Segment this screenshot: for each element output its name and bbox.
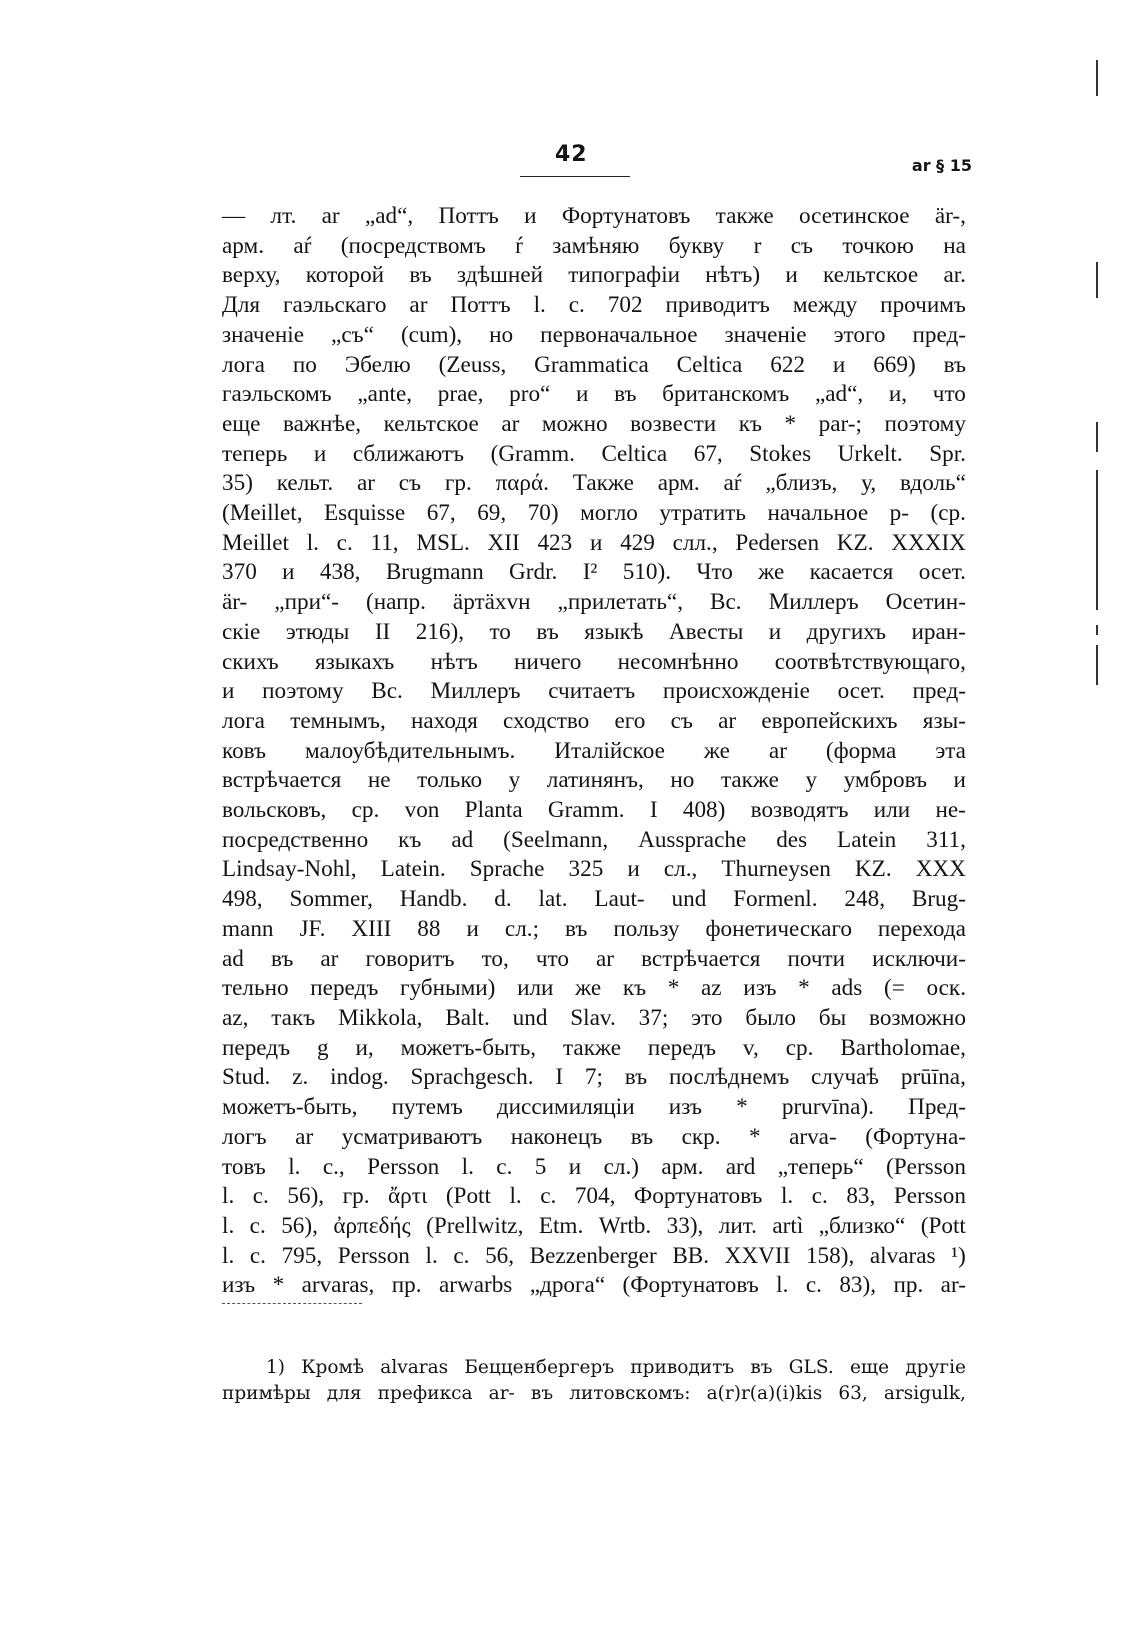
- margin-mark: [1096, 262, 1098, 298]
- body-text-line: гаэльскомъ „ante, prae, pro“ и въ британскомъ „ad“, и, что: [222, 381, 966, 408]
- running-head: ar § 15: [911, 156, 972, 175]
- body-text-line: — лт. ar „ad“, Поттъ и Фортунатовъ также осетинское ӓr-,: [222, 203, 966, 229]
- margin-mark: [1096, 422, 1098, 452]
- body-text-line: Lindsay-Nohl, Latein. Sprache 325 и сл., Thurneysen KZ. XXX: [222, 856, 966, 883]
- body-text-line: скіе этюды II 216), то въ языкѣ Авесты и другихъ иран-: [222, 618, 966, 645]
- body-text-line: ковъ малоубѣдительнымъ. Италійское же ar (форма эта: [222, 737, 966, 764]
- body-text-line: теперь и сближаютъ (Gramm. Celtica 67, Stokes Urkelt. Spr.: [222, 440, 966, 467]
- body-text-line: вольсковъ, ср. von Planta Gramm. I 408) возводятъ или не-: [222, 797, 966, 824]
- body-text-line: Meillet l. c. 11, MSL. XII 423 и 429 слл., Pedersen KZ. XXXIX: [222, 529, 966, 556]
- body-text: [222, 202, 966, 1301]
- body-text-line: mann JF. XIII 88 и сл.; въ пользу фонетическаго перехода: [222, 915, 966, 942]
- body-text-line: арм. aŕ (посредствомъ ŕ замѣняю букву r съ точкою на: [222, 232, 966, 259]
- body-text-line: и поэтому Вс. Миллеръ считаетъ происхожденіе осет. пред-: [222, 678, 966, 705]
- footnote: [222, 1355, 966, 1407]
- page-header: [220, 140, 980, 190]
- body-text-line: Stud. z. indog. Sprachgesch. I 7; въ послѣднемъ случаѣ prūīna,: [222, 1064, 966, 1091]
- body-text-line: встрѣчается не только у латинянъ, но также у умбровъ и: [222, 767, 966, 794]
- margin-mark: [1096, 470, 1098, 610]
- body-text-line: можетъ-быть, путемъ диссимиляціи изъ * prurvīna). Пред-: [222, 1094, 966, 1121]
- body-text-line: Для гаэльскаго ar Поттъ l. c. 702 приводитъ между прочимъ: [222, 292, 966, 319]
- margin-mark: [1096, 60, 1098, 96]
- footnote-line: 1) Кромѣ alvaras Бецценбергеръ приводитъ въ GLS. еще другіе: [266, 1357, 966, 1378]
- body-text-line: посредственно къ ad (Seelmann, Aussprache des Latein 311,: [222, 826, 966, 853]
- body-text-line: верху, которой въ здѣшней типографіи нѣтъ) и кельтское ar.: [222, 262, 966, 289]
- body-text-line: 498, Sommer, Handb. d. lat. Laut- und Formenl. 248, Brug-: [222, 886, 966, 913]
- body-text-line: 35) кельт. ar съ гр. παρά. Также арм. aŕ „близъ, у, вдоль“: [222, 470, 966, 497]
- body-text-line: товъ l. c., Persson l. c. 5 и сл.) арм. ard „теперь“ (Persson: [222, 1153, 966, 1180]
- body-text-line: az, такъ Mikkola, Balt. und Slav. 37; это было бы возможно: [222, 1004, 966, 1031]
- body-text-line: l. c. 795, Persson l. c. 56, Bezzenberger BB. XXVII 158), alvaras ¹): [222, 1242, 966, 1269]
- body-text-line: изъ * arvaras, пр. arwarbs „дрога“ (Фортунатовъ l. c. 83), пр. ar-: [222, 1272, 966, 1299]
- body-text-line: передъ g и, можетъ-быть, также передъ v, ср. Bartholomae,: [222, 1034, 966, 1061]
- body-text-line: логъ ar усматриваютъ наконецъ въ скр. * arva- (Фортуна-: [222, 1123, 966, 1150]
- body-text-line: тельно передъ губными) или же къ * az изъ * ads (= оск.: [222, 975, 966, 1002]
- body-text-line: еще важнѣе, кельтское ar можно возвести къ * par-; поэтому: [222, 410, 966, 437]
- body-text-line: скихъ языкахъ нѣтъ ничего несомнѣнно соотвѣтствующаго,: [222, 648, 966, 675]
- body-text-line: лога темнымъ, находя сходство его съ ar европейскихъ язы-: [222, 707, 966, 734]
- margin-mark: [1096, 645, 1098, 685]
- body-text-line: ӓr- „при“- (напр. ӓртӓхvн „прилетать“, Вс. Миллеръ Осетин-: [222, 589, 966, 616]
- footnote-separator: [222, 1303, 362, 1304]
- body-text-line: значеніе „съ“ (cum), но первоначальное значеніе этого пред-: [222, 321, 966, 348]
- footnote-line: примѣры для префикса ar- въ литовскомъ: a(r)r(a)(i)kis 63, arsigulk,: [222, 1383, 966, 1404]
- body-text-line: лога по Эбелю (Zeuss, Grammatica Celtica 622 и 669) въ: [222, 351, 966, 378]
- page-number-rule: [520, 176, 630, 177]
- margin-mark: [1096, 625, 1098, 635]
- scan-margin-marks: [1096, 0, 1100, 1631]
- body-text-line: l. c. 56), гр. ἄρτι (Pott l. c. 704, Фортунатовъ l. c. 83, Persson: [222, 1183, 966, 1210]
- page-number: 42: [555, 142, 588, 167]
- body-text-line: 370 и 438, Brugmann Grdr. I² 510). Что же касается осет.: [222, 559, 966, 586]
- body-text-line: (Meillet, Esquisse 67, 69, 70) могло утратить начальное p- (ср.: [222, 500, 966, 527]
- body-text-line: ad въ ar говоритъ то, что ar встрѣчается почти исключи-: [222, 945, 966, 972]
- body-text-line: l. c. 56), ἀρπεδής (Prellwitz, Etm. Wrtb. 33), лит. artì „близко“ (Pott: [222, 1212, 966, 1239]
